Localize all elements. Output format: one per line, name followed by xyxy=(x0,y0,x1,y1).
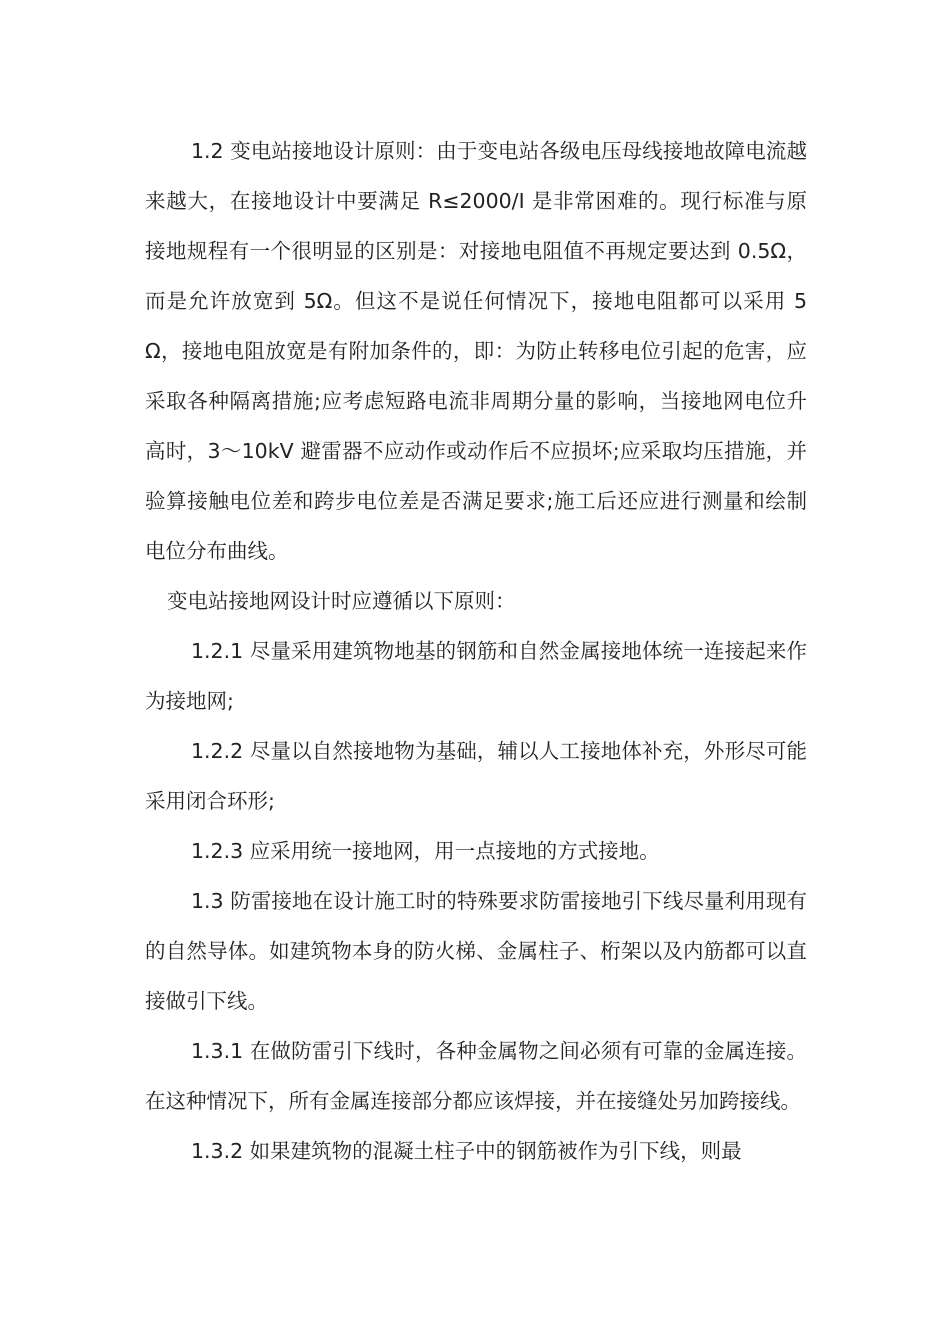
paragraph-1-3-2: 1.3.2 如果建筑物的混凝土柱子中的钢筋被作为引下线，则最 xyxy=(191,1139,742,1163)
paragraph-1-2-3: 1.2.3 应采用统一接地网，用一点接地的方式接地。 xyxy=(191,839,660,863)
paragraph-principles-intro: 变电站接地网设计时应遵循以下原则： xyxy=(167,589,516,613)
document-body xyxy=(145,126,807,1176)
paragraph-1-2: 1.2 变电站接地设计原则：由于变电站各级电压母线接地故障电流越来越大，在接地设计中要满足 R≤2000/I 是非常困难的。现行标准与原接地规程有一个很明显的区别是：对接地电阻值不再规定要达到 0.5Ω，而是允许放宽到 5Ω。但这不是说任何情况下，接地电阻都可以采用 5Ω，接地电阻放宽是有附加条件的，即：为防止转移电位引起的危害，应采取各种隔离措施;应考虑短路电流非周期分量的影响，当接地网电位升高时，3～10kV 避雷器不应动作或动作后不应损坏;应采取均压措施，并验算接触电位差和跨步电位差是否满足要求;施工后还应进行测量和绘制电位分布曲线。 xyxy=(145,139,807,563)
paragraph-1-3-1: 1.3.1 在做防雷引下线时，各种金属物之间必须有可靠的金属连接。在这种情况下，所有金属连接部分都应该焊接，并在接缝处另加跨接线。 xyxy=(145,1039,807,1113)
paragraph-1-3: 1.3 防雷接地在设计施工时的特殊要求防雷接地引下线尽量利用现有的自然导体。如建筑物本身的防火梯、金属柱子、桁架以及内筋都可以直接做引下线。 xyxy=(145,889,807,1013)
paragraph-1-2-2: 1.2.2 尽量以自然接地物为基础，辅以人工接地体补充，外形尽可能采用闭合环形; xyxy=(145,739,807,813)
paragraph-1-2-1: 1.2.1 尽量采用建筑物地基的钢筋和自然金属接地体统一连接起来作为接地网; xyxy=(145,639,807,713)
